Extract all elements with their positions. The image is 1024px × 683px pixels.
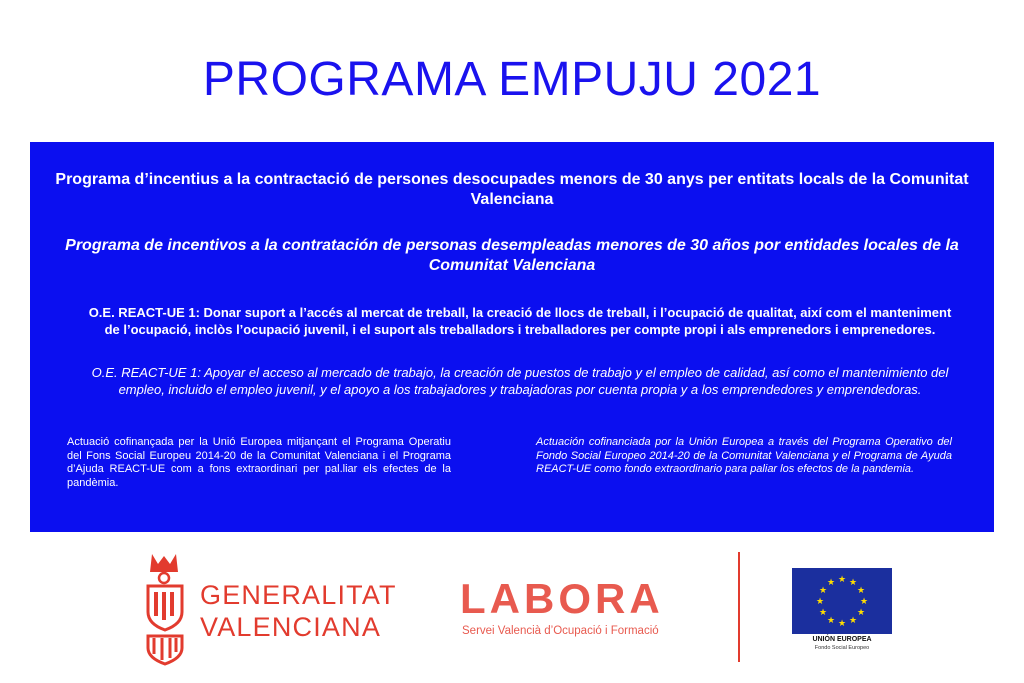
gva-wordmark-line2: VALENCIANA — [200, 612, 382, 642]
cofinancing-note-catalan: Actuació cofinançada per la Unió Europea mitjançant el Programa Operatiu del Fons Social Europeu 2014-20 de la Comunitat Valenciana i el Programa d’Ajuda REACT-UE com a fons extraordinari per pal.liar els efectes de la pandèmia. — [67, 436, 451, 489]
svg-text:★: ★ — [826, 616, 836, 626]
generalitat-valenciana-logo — [142, 550, 414, 670]
svg-text:★: ★ — [826, 578, 836, 588]
page-title: PROGRAMA EMPUJU 2021 — [202, 53, 822, 106]
labora-subtitle: Servei Valencià d’Ocupació i Formació — [462, 625, 659, 637]
svg-text:★: ★ — [815, 597, 825, 607]
svg-text:★: ★ — [848, 578, 858, 588]
objective-catalan: O.E. REACT-UE 1: Donar suport a l’accés al mercat de treball, la creació de llocs de treball, i l’ocupació de qualitat, així com el manteniment de l’ocupació, inclòs l’ocupació juvenil, i el suport als treballadors i treballadores per compte propi i als emprenedors i emprenedores. — [88, 305, 952, 337]
gva-emblem-icon — [142, 550, 190, 670]
svg-text:★: ★ — [837, 575, 847, 585]
objective-spanish: O.E. REACT-UE 1: Apoyar el acceso al mercado de trabajo, la creación de puestos de trabajo y el empleo de calidad, así como el mantenimiento del empleo, incluido el empleo juvenil, y el apoyo a los trabajadores y trabajadoras por cuenta propia y a los emprendedores y emprendedoras. — [91, 365, 949, 397]
eu-name-label: UNIÓN EUROPEA — [812, 636, 872, 643]
svg-text:★: ★ — [818, 608, 828, 618]
heading-spanish: Programa de incentivos a la contratación de personas desempleadas menores de 30 años por entidades locales de la Comunitat Valenciana — [65, 237, 959, 274]
svg-text:★: ★ — [837, 619, 847, 629]
svg-text:★: ★ — [856, 608, 866, 618]
labora-wordmark: LABORA — [460, 575, 664, 622]
info-panel — [30, 142, 994, 532]
eu-flag-icon — [792, 568, 892, 634]
heading-catalan: Programa d’incentius a la contractació de persones desocupades menors de 30 anys per entitats locals de la Comunitat Valenciana — [55, 171, 969, 208]
svg-text:★: ★ — [856, 586, 866, 596]
logo-divider — [738, 552, 740, 662]
eu-fund-label: Fondo Social Europeo — [814, 645, 870, 651]
european-union-logo — [792, 568, 892, 658]
cofinancing-note-spanish: Actuación cofinanciada por la Unión Europea a través del Programa Operativo del Fondo Social Europeo 2014-20 de la Comunitat Valenciana y el Programa de Ayuda REACT-UE como fondo extraordinario para paliar los efectos de la pandemia. — [536, 436, 952, 475]
svg-text:★: ★ — [818, 586, 828, 596]
gva-wordmark-line1: GENERALITAT — [200, 580, 397, 610]
svg-text:★: ★ — [859, 597, 869, 607]
svg-text:★: ★ — [848, 616, 858, 626]
labora-logo — [460, 575, 700, 645]
